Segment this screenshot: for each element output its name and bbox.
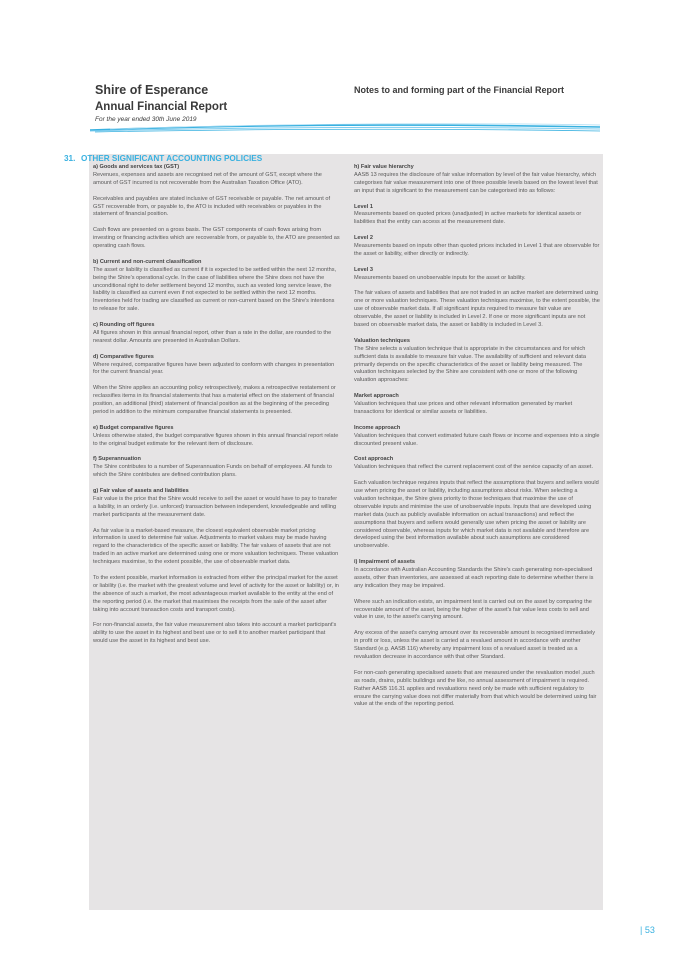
page-number: | 53 (640, 925, 655, 935)
note-paragraph: For non-financial assets, the fair value measurement also takes into account a market participant's ability to use the asset in its highest and best use or to sell it to another market participant that would use the asset in its highest and best use. (93, 622, 337, 645)
note-paragraph: The Shire selects a valuation technique that is appropriate in the circumstances and for which sufficient data is available to measure fair value. The availability of sufficient and relevant data primarily depends on the specific characteristics of the asset or liability being measured. The valuation techniques selected by the Shire are consistent with one or more of the following valuation approaches: (354, 345, 586, 384)
note-paragraph: Measurements based on unobservable inputs for the asset or liability. (354, 274, 526, 281)
note-paragraph: Valuation techniques that convert estimated future cash flows or income and expenses into a single discounted present value. (354, 432, 600, 447)
right-column (354, 164, 600, 717)
note-paragraph: Any excess of the asset's carrying amount over its recoverable amount is recognised immediately in profit or loss, unless the asset is carried at a revalued amount in accordance with another Standard (e.g. AASB 116) whereby any impairment loss of a revalued asset is treated as a revaluation decrease in accordance with that other Standard. (354, 630, 596, 660)
note-heading: e) Budget comparative figures (93, 424, 174, 431)
note-paragraph: AASB 13 requires the disclosure of fair value information by level of the fair value hierarchy, which categorises fair value measurement into one of three possible levels based on the lowest level that an input that is significant to the measurement can be categorised into as follows: (354, 171, 598, 194)
note-heading: Level 3 (354, 266, 373, 273)
note-heading: d) Comparative figures (93, 353, 154, 360)
note-paragraph: Receivables and payables are stated inclusive of GST receivable or payable. The net amount of GST recoverable from, or payable to, the ATO is included with receivables or payables in the statement of financial position. (93, 195, 331, 218)
note-paragraph: To the extent possible, market information is extracted from either the principal market for the asset or liability (i.e. the market with the greatest volume and level of activity for the asset or liability) or, in the absence of such a market, the most advantageous market available to the entity at the end of the reporting period (i.e. the market that maximises the receipts from the sale of the asset after taking into account transaction costs and transport costs). (93, 574, 339, 613)
note-heading: Level 1 (354, 203, 373, 210)
note-paragraph: As fair value is a market-based measure, the closest equivalent observable market pricing information is used to determine fair value. Adjustments to market values may be made having regard to the characteristics of the specific asset or liability. The fair values of assets that are not traded in an active market are determined using one or more valuation techniques. These valuation techniques maximise, to the extent possible, the use of observable market data. (93, 527, 339, 566)
note-paragraph: Where such an indication exists, an impairment test is carried out on the asset by comparing the recoverable amount of the asset, being the higher of the asset's fair value less costs to sell and value in use, to the asset's carrying amount. (354, 598, 592, 621)
note-heading: g) Fair value of assets and liabilities (93, 488, 189, 495)
note-paragraph: Valuation techniques that use prices and other relevant information generated by market transactions for identical or similar assets or liabilities. (354, 401, 573, 415)
note-paragraph: Unless otherwise stated, the budget comparative figures shown in this annual financial report relate to the original budget estimate for the relevant item of disclosure. (93, 432, 339, 447)
note-paragraph: For non-cash generating specialised assets that are measured under the revaluation model ,such as roads, drains, public buildings and the like, no annual assessment of impairment is required. Rather AASB 116.31 applies and revaluations need only be made with sufficient regulatory to ensure the carrying value does not differ materially from that which would be determined using fair value at the ends of the reporting period. (354, 669, 597, 708)
note-heading: c) Rounding off figures (93, 322, 155, 329)
note-paragraph: Measurements based on inputs other than quoted prices included in Level 1 that are observable for the asset or liability, either directly or indirectly. (354, 243, 600, 257)
note-paragraph: Where required, comparative figures have been adjusted to conform with changes in presentation for the current financial year. (93, 361, 335, 376)
note-heading: Cost approach (354, 456, 394, 463)
section-title: OTHER SIGNIFICANT ACCOUNTING POLICIES (81, 154, 263, 163)
note-paragraph: Valuation techniques that reflect the current replacement cost of the service capacity of an asset. (354, 464, 594, 471)
note-heading: b) Current and non-current classification (93, 258, 202, 265)
note-paragraph: The fair values of assets and liabilities that are not traded in an active market are determined using one or more valuation techniques. These valuation techniques maximise, to the extent possible, the use of observable market data. If all significant inputs required to measure fair value are observable, the asset or liability is included in Level 2. If one or more significant inputs are not based on observable market data, the asset or liability is included in Level 3. (354, 290, 600, 329)
note-heading: Market approach (354, 393, 399, 400)
organisation-name: Shire of Esperance (95, 83, 209, 97)
note-heading: h) Fair value hierarchy (354, 164, 414, 170)
report-title: Annual Financial Report (95, 101, 228, 113)
note-paragraph: Measurements based on quoted prices (unadjusted) in active markets for identical assets or liabilities that the entity can access at the measurement date. (354, 211, 582, 226)
note-paragraph: All figures shown in this annual financial report, other than a rate in the dollar, are rounded to the nearest dollar. Amounts are presented in Australian Dollars. (93, 329, 332, 344)
left-column (93, 164, 340, 654)
header-swoosh-decoration (0, 118, 675, 140)
note-paragraph: Fair value is the price that the Shire would receive to sell the asset or would have to pay to transfer a liability, in an orderly (i.e. unforced) transaction between independent, knowledgeable and willing market participants at the measurement date. (93, 495, 338, 518)
note-heading: Income approach (354, 424, 401, 431)
notes-title: Notes to and forming part of the Financial Report (354, 85, 565, 95)
note-paragraph: Cash flows are presented on a gross basis. The GST components of cash flows arising from investing or financing activities which are recoverable from, or payable to, the ATO are presented as operating cash flows. (93, 227, 340, 250)
section-number: 31. (64, 154, 76, 163)
note-heading: Valuation techniques (354, 337, 410, 344)
note-paragraph: Each valuation technique requires inputs that reflect the assumptions that buyers and sellers would use when pricing the asset or liability, including assumptions about risks. When selecting a valuation technique, the Shire gives priority to those techniques that maximise the use of observable inputs and minimise the use of unobservable inputs. Inputs that are developed using market data (such as publicly available information on actual transactions) and reflect the assumptions that buyers and sellers would generally use when pricing the asset or liability are considered observable, whereas inputs for which market data is not available and therefore are developed using the best information available about such assumptions are considered unobservable. (354, 480, 599, 550)
note-paragraph: In accordance with Australian Accounting Standards the Shire's cash generating non-specialised assets, other than inventories, are assessed at each reporting date to determine whether there is any indication they may be impaired. (354, 567, 594, 589)
note-paragraph: When the Shire applies an accounting policy retrospectively, makes a retrospective restatement or reclassifies items in its financial statements that has a material effect on the statement of financial position, an additional (third) statement of financial position as at the beginning of the preceding period in addition to the minimum comparative financial statements is presented. (93, 385, 336, 415)
note-heading: Level 2 (354, 235, 373, 242)
report-period: For the year ended 30th June 2019 (95, 116, 197, 123)
note-paragraph: The Shire contributes to a number of Superannuation Funds on behalf of employees. All funds to which the Shire contributes are defined contribution plans. (93, 464, 332, 479)
note-paragraph: The asset or liability is classified as current if it is expected to be settled within the next 12 months, being the Shire's operational cycle. In the case of liabilities where the Shire does not have the unconditional right to defer settlement beyond 12 months, such as vested long service leave, the liability is classified as current even if not expected to be settled within the next 12 months. Inventories held for trading are classified as current or non-current based on the Shire's intentions to release for sale. (93, 266, 337, 313)
note-paragraph: Revenues, expenses and assets are recognised net of the amount of GST, except where the amount of GST incurred is not recoverable from the Australian Taxation Office (ATO). (93, 171, 322, 186)
note-heading: f) Superannuation (93, 456, 141, 463)
note-heading: i) Impairment of assets (354, 559, 415, 566)
note-heading: a) Goods and services tax (GST) (93, 164, 180, 170)
